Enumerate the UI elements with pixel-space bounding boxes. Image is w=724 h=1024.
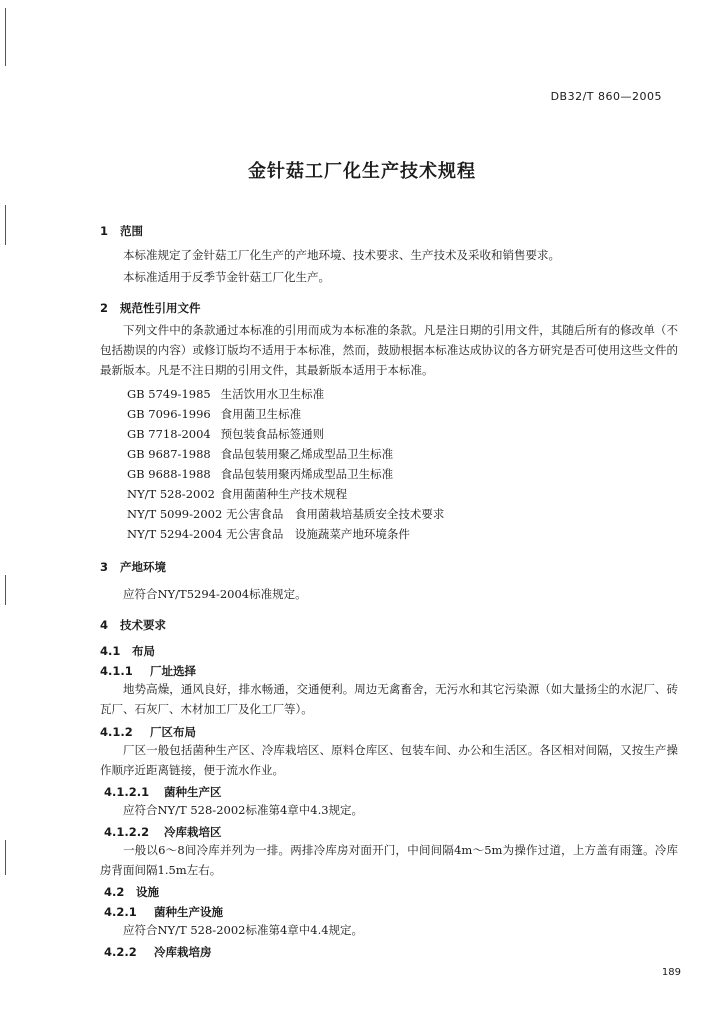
section-title: 规范性引用文件: [120, 301, 201, 315]
subsection-4-1-heading: [100, 643, 155, 659]
subsection-title: 布局: [132, 644, 155, 658]
section-3-paragraph: 应符合NY/T5294-2004标准规定。: [123, 587, 307, 601]
subsection-4-1-2-heading: [100, 724, 196, 740]
document-title: 金针菇工厂化生产技术规程: [248, 161, 476, 182]
reference-name: 无公害食品 食用菌栽培基质安全技术要求: [225, 507, 445, 521]
reference-name: 食用菌菌种生产技术规程: [220, 487, 348, 501]
scan-edge-mark: [5, 8, 6, 66]
subsection-4-2-1-paragraph: 应符合NY/T 528-2002标准第4章中4.4规定。: [123, 923, 364, 937]
reference-item: [127, 466, 393, 482]
section-title: 技术要求: [120, 618, 166, 632]
subsection-title: 冷库栽培房: [154, 945, 212, 959]
reference-item: [127, 526, 410, 542]
subsection-4-1-2-1-heading: [104, 784, 222, 800]
subsection-number: 4.1.2.1: [104, 785, 150, 799]
subsection-number: 4.2.2: [104, 945, 137, 959]
section-2-heading: [100, 300, 201, 316]
reference-name: 预包装食品标签通则: [220, 427, 325, 441]
reference-name: 生活饮用水卫生标准: [220, 387, 325, 401]
section-number: 4: [100, 618, 109, 632]
reference-code: GB 9687-1988: [127, 447, 211, 461]
subsection-4-1-1-heading: [100, 663, 196, 679]
subsection-4-2-heading: [104, 884, 159, 900]
subsection-title: 菌种生产设施: [154, 905, 223, 919]
reference-name: 食品包装用聚丙烯成型品卫生标准: [220, 467, 394, 481]
subsection-4-1-2-paragraph: 厂区一般包括菌种生产区、冷库栽培区、原料仓库区、包装车间、办公和生活区。各区相对间隔，又按生产操作顺序近距离链接，便于流水作业。: [100, 743, 678, 777]
subsection-title: 厂区布局: [150, 725, 196, 739]
subsection-title: 冷库栽培区: [164, 825, 222, 839]
section-number: 2: [100, 301, 109, 315]
reference-item: [127, 486, 347, 502]
document-number: DB32/T 860—2005: [550, 90, 662, 103]
subsection-title: 设施: [136, 885, 159, 899]
reference-code: NY/T 5099-2002: [127, 507, 223, 521]
subsection-title: 厂址选择: [150, 664, 196, 678]
section-1-paragraph: 本标准适用于反季节金针菇工厂化生产。: [123, 270, 330, 284]
section-number: 1: [100, 224, 109, 238]
section-1-heading: [100, 223, 143, 239]
subsection-number: 4.1.1: [100, 664, 133, 678]
subsection-4-1-2-2-paragraph: 一般以6～8间冷库并列为一排。两排冷库房对面开门，中间间隔4m～5m为操作过道，上方盖有雨篷。冷库房背面间隔1.5m左右。: [100, 843, 678, 877]
scan-edge-mark: [5, 840, 6, 875]
reference-name: 食品包装用聚乙烯成型品卫生标准: [220, 447, 394, 461]
page-number: 189: [661, 967, 681, 978]
subsection-4-2-2-heading: [104, 944, 212, 960]
section-3-heading: [100, 559, 166, 575]
subsection-title: 菌种生产区: [164, 785, 222, 799]
scan-edge-mark: [5, 205, 6, 245]
subsection-4-1-1-paragraph: 地势高燥，通风良好，排水畅通，交通便利。周边无禽畜舍，无污水和其它污染源（如大量扬尘的水泥厂、砖瓦厂、石灰厂、木材加工厂及化工厂等）。: [100, 682, 678, 716]
reference-item: [127, 506, 444, 522]
reference-code: NY/T 5294-2004: [127, 527, 223, 541]
subsection-4-2-1-heading: [104, 904, 223, 920]
scan-edge-mark: [5, 575, 6, 605]
reference-code: GB 5749-1985: [127, 387, 211, 401]
subsection-number: 4.2.1: [104, 905, 137, 919]
reference-item: [127, 426, 324, 442]
reference-item: [127, 446, 393, 462]
subsection-number: 4.1: [100, 644, 121, 658]
reference-name: 无公害食品 设施蔬菜产地环境条件: [225, 527, 410, 541]
section-title: 产地环境: [120, 560, 166, 574]
subsection-number: 4.2: [104, 885, 125, 899]
section-2-intro: 下列文件中的条款通过本标准的引用而成为本标准的条款。凡是注日期的引用文件，其随后所有的修改单（不包括勘误的内容）或修订版均不适用于本标准，然而，鼓励根据本标准达成协议的各方研究是否可使用这些文件的最新版本。凡是不注日期的引用文件，其最新版本适用于本标准。: [100, 323, 678, 377]
subsection-4-1-2-1-paragraph: 应符合NY/T 528-2002标准第4章中4.3规定。: [123, 803, 364, 817]
subsection-4-1-2-2-heading: [104, 824, 222, 840]
section-title: 范围: [120, 224, 143, 238]
reference-item: [127, 406, 301, 422]
subsection-number: 4.1.2: [100, 725, 133, 739]
reference-code: GB 7096-1996: [127, 407, 211, 421]
reference-code: NY/T 528-2002: [127, 487, 215, 501]
subsection-number: 4.1.2.2: [104, 825, 150, 839]
section-1-paragraph: 本标准规定了金针菇工厂化生产的产地环境、技术要求、生产技术及采收和销售要求。: [123, 248, 560, 262]
reference-name: 食用菌卫生标准: [220, 407, 302, 421]
section-number: 3: [100, 560, 109, 574]
reference-item: [127, 386, 324, 402]
reference-code: GB 7718-2004: [127, 427, 211, 441]
reference-code: GB 9688-1988: [127, 467, 211, 481]
section-4-heading: [100, 617, 166, 633]
